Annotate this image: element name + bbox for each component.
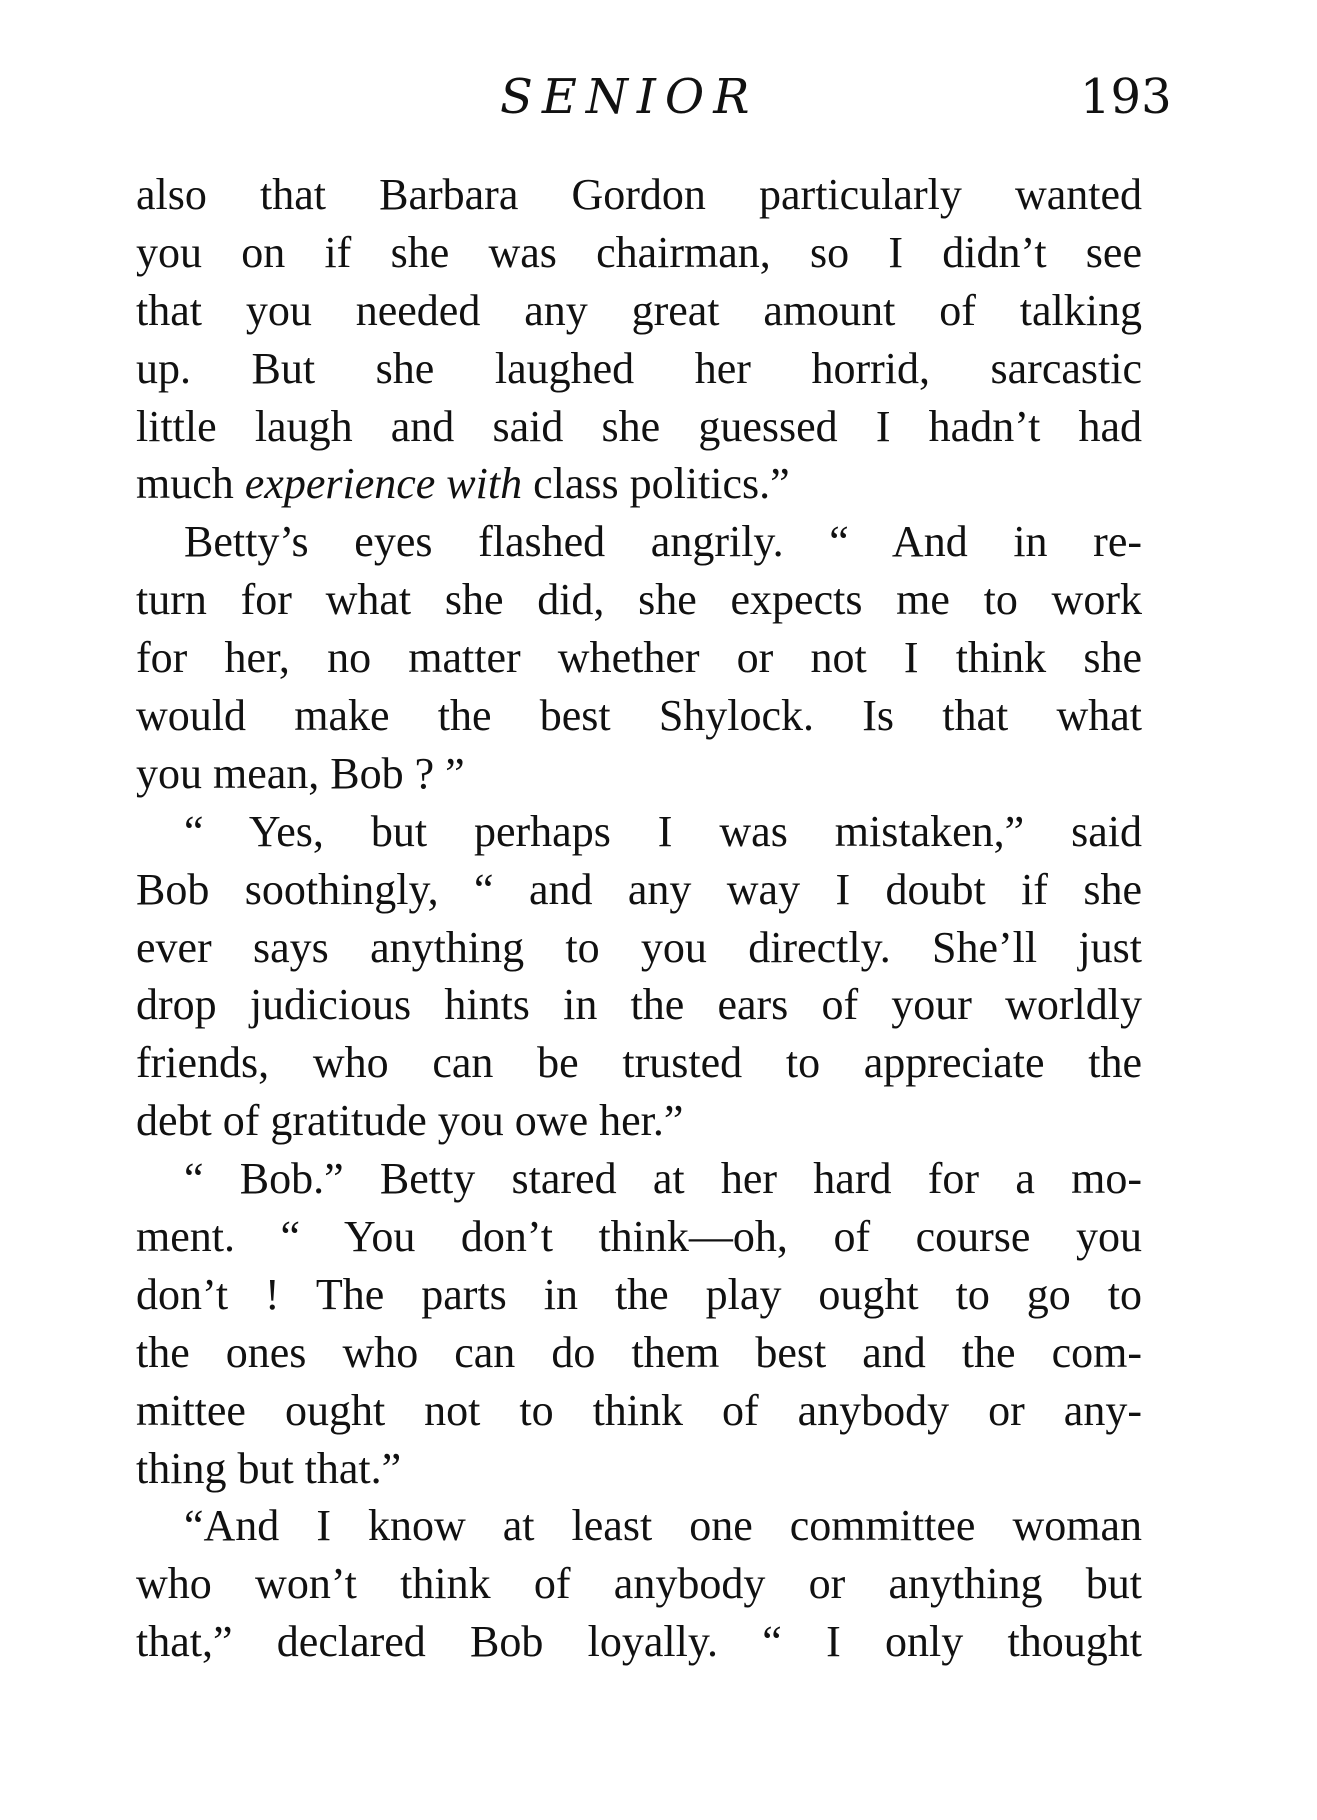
running-head	[0, 62, 1317, 132]
body-text	[136, 166, 1142, 1671]
text-line: mittee ought not to think of anybody or any-	[136, 1385, 1142, 1435]
text-line: turn for what she did, she expects me to work	[136, 575, 1142, 625]
text-line: don’t ! The parts in the play ought to go to	[136, 1269, 1142, 1319]
text-line: “And I know at least one committee woman	[184, 1501, 1142, 1551]
text-line: would make the best Shylock. Is that what	[136, 691, 1142, 741]
text-line: “ Bob.” Betty stared at her hard for a mo-	[184, 1154, 1142, 1204]
text-line: you on if she was chairman, so I didn’t see	[136, 227, 1142, 277]
text-line: who won’t think of anybody or anything but	[136, 1559, 1142, 1609]
text-line: Betty’s eyes flashed angrily. “ And in re-	[184, 517, 1142, 567]
text-line: the ones who can do them best and the com-	[136, 1327, 1142, 1377]
text-line: “ Yes, but perhaps I was mistaken,” said	[184, 806, 1142, 856]
text-line: ever says anything to you directly. She’ll just	[136, 922, 1142, 972]
text-line: for her, no matter whether or not I think she	[136, 633, 1142, 683]
text-line: Bob soothingly, “ and any way I doubt if she	[136, 864, 1142, 914]
text-line: little laugh and said she guessed I hadn’t had	[136, 401, 1142, 451]
text-line: up. But she laughed her horrid, sarcastic	[136, 343, 1142, 393]
text-line: also that Barbara Gordon particularly wanted	[136, 170, 1142, 219]
running-title: SENIOR	[500, 69, 759, 125]
text-line: thing but that.”	[136, 1443, 402, 1493]
page-number: 193	[1080, 69, 1172, 125]
text-line: debt of gratitude you owe her.”	[136, 1096, 684, 1146]
text-line: that,” declared Bob loyally. “ I only thought	[136, 1617, 1142, 1667]
text-line: friends, who can be trusted to appreciate the	[136, 1038, 1142, 1088]
text-line: you mean, Bob ? ”	[136, 748, 465, 798]
text-line: drop judicious hints in the ears of your worldly	[136, 980, 1142, 1030]
text-line: ment. “ You don’t think—oh, of course you	[136, 1212, 1142, 1262]
text-line: much experience with class politics.”	[136, 459, 790, 509]
text-line: that you needed any great amount of talking	[136, 285, 1142, 335]
italic-phrase: experience with	[244, 459, 523, 509]
